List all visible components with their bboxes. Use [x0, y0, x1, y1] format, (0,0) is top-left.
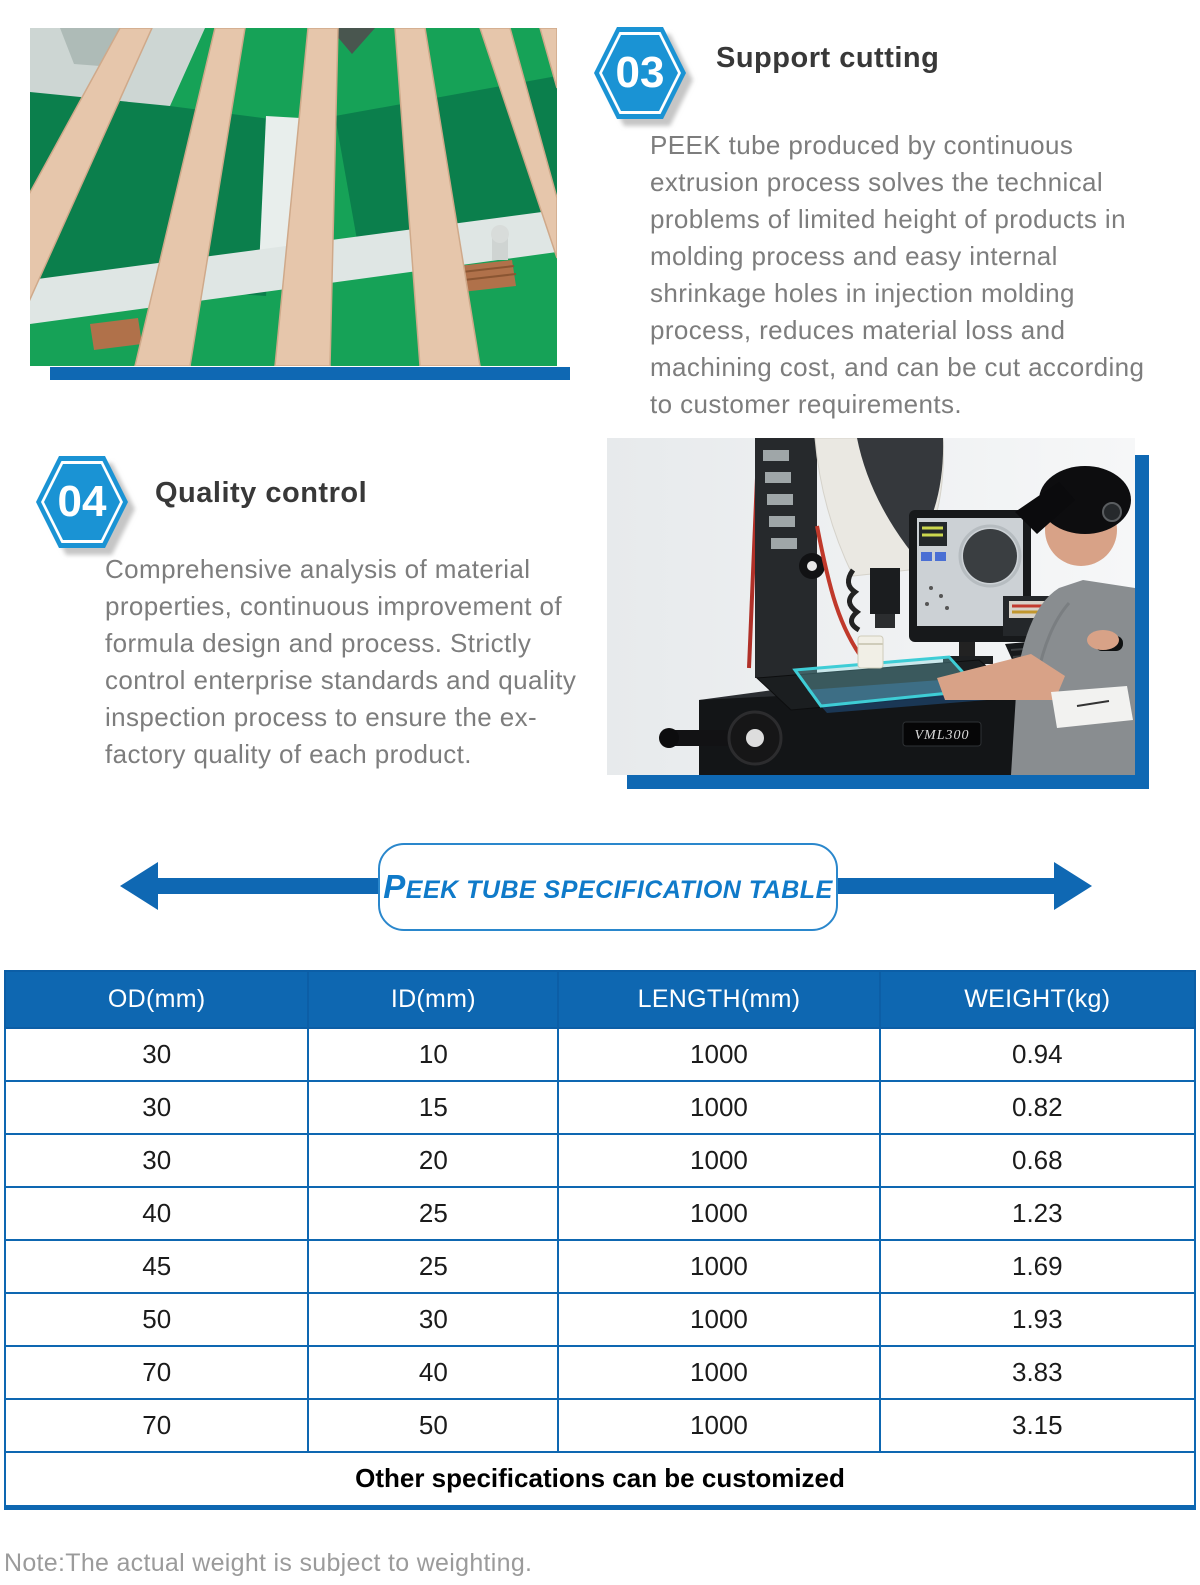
col-header-weight: WEIGHT(kg) [880, 971, 1195, 1028]
spec-cell: 15 [308, 1081, 558, 1134]
banner-label: PEEK TUBE SPECIFICATION TABLE [383, 868, 833, 905]
table-row [5, 1081, 1195, 1134]
table-row [5, 1187, 1195, 1240]
spec-cell: 20 [308, 1134, 558, 1187]
spec-cell: 25 [308, 1187, 558, 1240]
spec-cell: 70 [5, 1399, 308, 1452]
section-title-support-cutting: Support cutting [716, 42, 940, 74]
spec-cell: 1000 [558, 1134, 879, 1187]
col-header-od: OD(mm) [5, 971, 308, 1028]
peek-tubes-photo [30, 28, 557, 366]
inspection-machine-illustration [607, 438, 1135, 775]
spec-cell: 1000 [558, 1293, 879, 1346]
table-row [5, 1293, 1195, 1346]
spec-cell: 1.23 [880, 1187, 1195, 1240]
spec-cell: 1000 [558, 1240, 879, 1293]
spec-cell: 1.69 [880, 1240, 1195, 1293]
spec-cell: 30 [5, 1028, 308, 1081]
spec-cell: 50 [308, 1399, 558, 1452]
section-title-quality-control: Quality control [155, 477, 368, 509]
spec-cell: 30 [5, 1134, 308, 1187]
section-body-quality-control: Comprehensive analysis of material properties, continuous improvement of formula design and process. Strictly control enterprise standards and quality inspection process to ensure the ex-factory quality of each product. [105, 554, 577, 769]
spec-cell: 1.93 [880, 1293, 1195, 1346]
peek-tubes-illustration [30, 28, 557, 366]
spec-cell: 40 [5, 1187, 308, 1240]
step-number: 04 [57, 477, 107, 526]
weight-note: Note:The actual weight is subject to weighting. [4, 1549, 533, 1577]
table-row [5, 1028, 1195, 1081]
step-number: 03 [615, 48, 665, 97]
step-badge-04 [36, 456, 128, 548]
table-row [5, 1346, 1195, 1399]
spec-cell: 1000 [558, 1399, 879, 1452]
spec-cell: 70 [5, 1346, 308, 1399]
spec-cell: 45 [5, 1240, 308, 1293]
spec-cell: 50 [5, 1293, 308, 1346]
spec-cell: 1000 [558, 1028, 879, 1081]
spec-cell: 1000 [558, 1081, 879, 1134]
spec-cell: 10 [308, 1028, 558, 1081]
spec-cell: 40 [308, 1346, 558, 1399]
col-header-length: LENGTH(mm) [558, 971, 879, 1028]
spec-cell: 3.83 [880, 1346, 1195, 1399]
spec-table-banner [378, 843, 838, 931]
spec-cell: 25 [308, 1240, 558, 1293]
table-header-row [5, 971, 1195, 1028]
spec-cell: 0.94 [880, 1028, 1195, 1081]
table-footer-note: Other specifications can be customized [5, 1452, 1195, 1507]
photo-accent-bar [1135, 455, 1149, 789]
right-arrow-icon [1054, 862, 1092, 910]
step-badge-03 [594, 27, 686, 119]
col-header-id: ID(mm) [308, 971, 558, 1028]
spec-cell: 0.82 [880, 1081, 1195, 1134]
spec-cell: 30 [308, 1293, 558, 1346]
table-footer-row [5, 1452, 1195, 1507]
photo-accent-bar [50, 367, 570, 380]
spec-cell: 1000 [558, 1346, 879, 1399]
spec-cell: 0.68 [880, 1134, 1195, 1187]
spec-table [4, 970, 1196, 1510]
photo-accent-bar [627, 775, 1149, 789]
spec-cell: 3.15 [880, 1399, 1195, 1452]
spec-cell: 30 [5, 1081, 308, 1134]
table-row [5, 1134, 1195, 1187]
table-row [5, 1240, 1195, 1293]
machine-model-label: VML300 [914, 728, 970, 743]
table-row [5, 1399, 1195, 1452]
quality-inspection-photo [607, 438, 1135, 775]
section-body-support-cutting: PEEK tube produced by continuous extrusion process solves the technical problems of limited height of products in molding process and easy internal shrinkage holes in injection molding process, reduces material loss and machining cost, and can be cut according to customer requirements. [650, 130, 1145, 419]
spec-cell: 1000 [558, 1187, 879, 1240]
